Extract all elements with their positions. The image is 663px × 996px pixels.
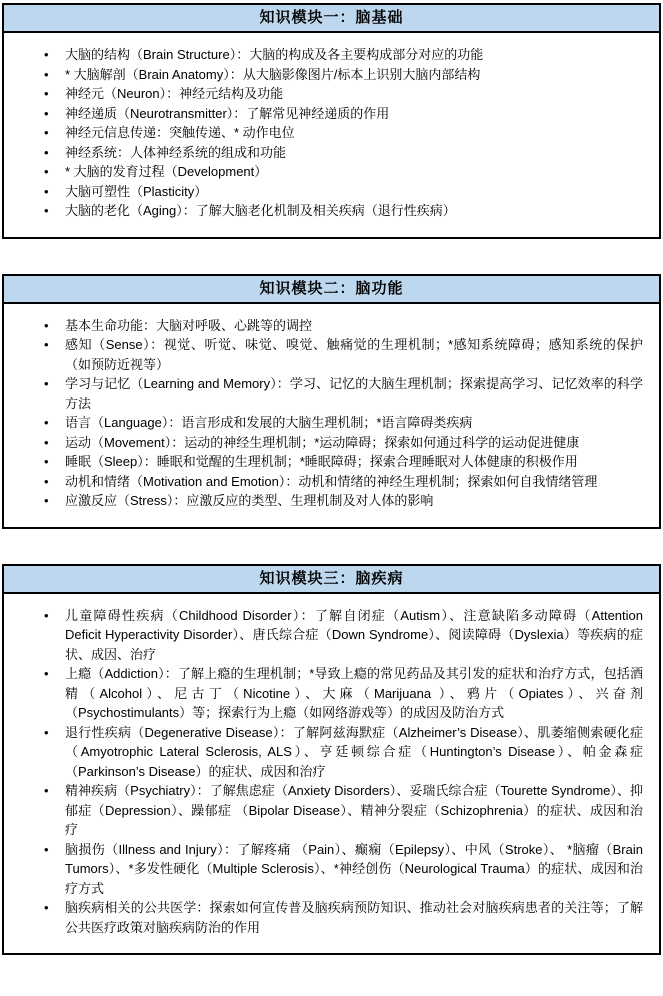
list-item: • 感知（Sense）：视觉、听觉、味觉、嗅觉、触痛觉的生理机制；*感知系统障碍；感知系统的保护（如预防近视等）: [44, 335, 643, 374]
list-item: • 运动（Movement）：运动的神经生理机制；*运动障碍；探索如何通过科学的运动促进健康: [44, 433, 643, 453]
list-item: • 退行性疾病（Degenerative Disease）：了解阿兹海默症（Alzheimer’s Disease）、肌萎缩侧索硬化症（Amyotrophic Lateral Sclerosis, ALS）、亨廷顿综合症（Huntington’s Disease）、帕金森症（Parkinson’s Disease）的症状、成因和治疗: [44, 723, 643, 782]
list-item: • 大脑的老化（Aging）：了解大脑老化机制及相关疾病（退行性疾病）: [44, 201, 643, 221]
list-item: • 大脑的结构（Brain Structure）：大脑的构成及各主要构成部分对应的功能: [44, 45, 643, 65]
list-item: • * 大脑的发育过程（Development）: [44, 162, 643, 182]
list-item: • * 大脑解剖（Brain Anatomy）：从大脑影像图片/标本上识别大脑内部结构: [44, 65, 643, 85]
list-item: • 神经元信息传递：突触传递、* 动作电位: [44, 123, 643, 143]
module-item-list: [4, 304, 659, 527]
list-item: • 神经递质（Neurotransmitter）：了解常见神经递质的作用: [44, 104, 643, 124]
module-title: 知识模块一：脑基础: [4, 5, 659, 33]
module-brain-functions: [2, 274, 661, 529]
module-brain-basics: [2, 3, 661, 239]
list-item: • 基本生命功能：大脑对呼吸、心跳等的调控: [44, 316, 643, 336]
module-title: 知识模块二：脑功能: [4, 276, 659, 304]
module-item-list: [4, 594, 659, 954]
list-item: • 语言（Language）：语言形成和发展的大脑生理机制；*语言障碍类疾病: [44, 413, 643, 433]
list-item: • 儿童障碍性疾病（Childhood Disorder）：了解自闭症（Autism）、注意缺陷多动障碍（Attention Deficit Hyperactivity Disorder）、唐氏综合症（Down Syndrome）、阅读障碍（Dyslexia）等疾病的症状、成因、治疗: [44, 606, 643, 665]
list-item: • 动机和情绪（Motivation and Emotion）：动机和情绪的神经生理机制；探索如何自我情绪管理: [44, 472, 643, 492]
module-title: 知识模块三：脑疾病: [4, 566, 659, 594]
list-item: • 精神疾病（Psychiatry）：了解焦虑症（Anxiety Disorders）、妥瑞氏综合症（Tourette Syndrome）、抑郁症（Depression）、躁郁症 （Bipolar Disease）、精神分裂症（Schizophrenia）的症状、成因和治疗: [44, 781, 643, 840]
list-item: • 上瘾（Addiction）：了解上瘾的生理机制；*导致上瘾的常见药品及其引发的症状和治疗方式，包括酒精（Alcohol）、尼古丁（Nicotine）、大麻（Marijuana ）、鸦片（Opiates）、兴奋剂（Psychostimulants）等；探索行为上瘾（如网络游戏等）的成因及防治方式: [44, 664, 643, 723]
list-item: • 睡眠（Sleep）：睡眠和觉醒的生理机制；*睡眠障碍；探索合理睡眠对人体健康的积极作用: [44, 452, 643, 472]
list-item: • 学习与记忆（Learning and Memory）：学习、记忆的大脑生理机制；探索提高学习、记忆效率的科学方法: [44, 374, 643, 413]
list-item: • 脑损伤（Illness and Injury）：了解疼痛 （Pain）、癫痫（Epilepsy）、中风（Stroke）、 *脑瘤（Brain Tumors）、*多发性硬化（Multiple Sclerosis）、*神经创伤（Neurological Trauma）的症状、成因和治疗方式: [44, 840, 643, 899]
list-item: • 应激反应（Stress）：应激反应的类型、生理机制及对人体的影响: [44, 491, 643, 511]
list-item: • 大脑可塑性（Plasticity）: [44, 182, 643, 202]
module-item-list: [4, 33, 659, 237]
list-item: • 神经系统：人体神经系统的组成和功能: [44, 143, 643, 163]
list-item: • 脑疾病相关的公共医学：探索如何宣传普及脑疾病预防知识、推动社会对脑疾病患者的关注等；了解公共医疗政策对脑疾病防治的作用: [44, 898, 643, 937]
module-brain-diseases: [2, 564, 661, 956]
list-item: • 神经元（Neuron）：神经元结构及功能: [44, 84, 643, 104]
